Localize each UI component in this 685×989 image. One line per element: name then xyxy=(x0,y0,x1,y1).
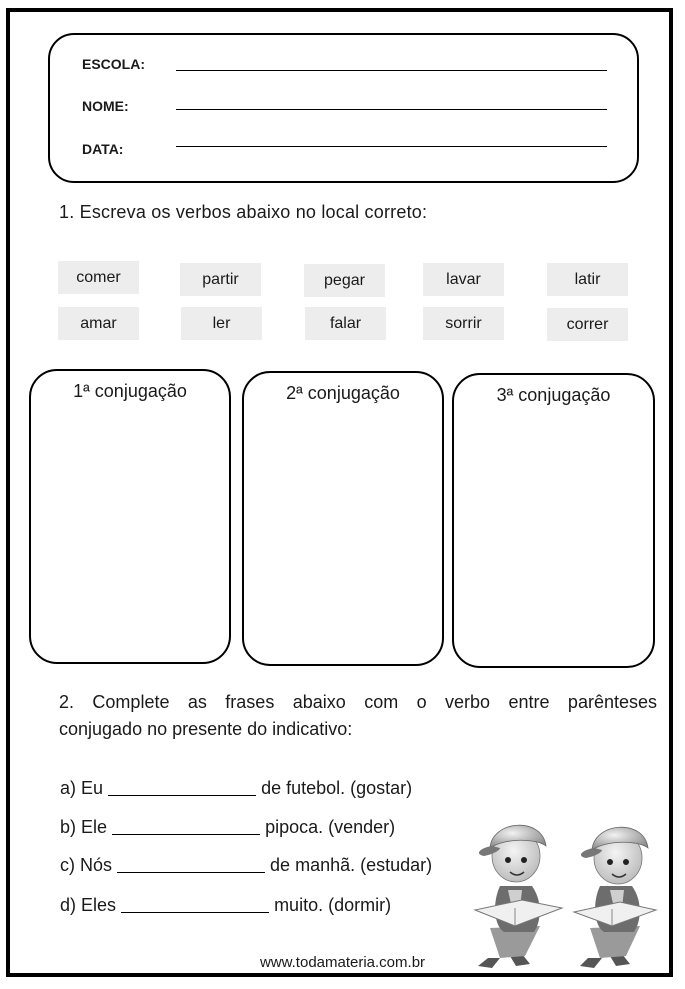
conjugation-box-3[interactable] xyxy=(452,373,655,668)
boy-right xyxy=(574,827,656,968)
sentence-prefix: c) Nós xyxy=(60,855,113,875)
conjugation-label: 1ª conjugação xyxy=(73,381,187,401)
name-label: NOME: xyxy=(82,98,129,114)
answer-blank[interactable] xyxy=(108,777,256,796)
question-2-title xyxy=(59,689,657,743)
question-2-line-2: conjugado no presente do indicativo: xyxy=(59,719,353,739)
verb-chip: comer xyxy=(58,261,139,294)
verb-chip: latir xyxy=(547,263,628,296)
verb-chip: lavar xyxy=(423,263,504,296)
verb-chip: correr xyxy=(547,308,628,341)
conjugation-box-2[interactable] xyxy=(242,371,444,666)
school-line[interactable] xyxy=(176,70,607,71)
conjugation-label: 2ª conjugação xyxy=(286,383,400,403)
sentence-prefix: b) Ele xyxy=(60,817,108,837)
answer-blank[interactable] xyxy=(121,894,269,913)
student-info-box xyxy=(48,33,639,183)
school-label: ESCOLA: xyxy=(82,56,145,72)
verb-chip: partir xyxy=(180,263,261,296)
answer-blank[interactable] xyxy=(117,854,265,873)
answer-blank[interactable] xyxy=(112,816,260,835)
sentence-suffix: de manhã. (estudar) xyxy=(270,855,433,875)
verb-chip: amar xyxy=(58,307,139,340)
question-2-line-1: 2. Complete as frases abaixo com o verbo entre parênteses xyxy=(59,692,657,712)
sentence-a xyxy=(60,777,412,799)
question-1-title: 1. Escreva os verbos abaixo no local correto: xyxy=(59,202,428,222)
verb-chip: falar xyxy=(305,307,386,340)
date-label: DATA: xyxy=(82,141,124,157)
sentence-b xyxy=(60,816,395,838)
sentence-suffix: pipoca. (vender) xyxy=(265,817,396,837)
date-line[interactable] xyxy=(176,146,607,147)
two-boys-reading-icon xyxy=(470,808,670,970)
verb-chip: ler xyxy=(181,307,262,340)
conjugation-box-1[interactable] xyxy=(29,369,231,664)
conjugation-label: 3ª conjugação xyxy=(496,385,611,405)
sentence-d xyxy=(60,894,391,916)
verb-chip: pegar xyxy=(304,264,385,297)
sentence-prefix: a) Eu xyxy=(60,778,104,798)
verb-chip: sorrir xyxy=(423,307,504,340)
sentence-suffix: muito. (dormir) xyxy=(274,895,392,915)
sentence-suffix: de futebol. (gostar) xyxy=(261,778,413,798)
sentence-prefix: d) Eles xyxy=(60,895,117,915)
sentence-c xyxy=(60,854,432,876)
name-line[interactable] xyxy=(176,109,607,110)
footer-url[interactable]: www.todamateria.com.br xyxy=(259,954,426,971)
boy-left xyxy=(475,825,562,968)
